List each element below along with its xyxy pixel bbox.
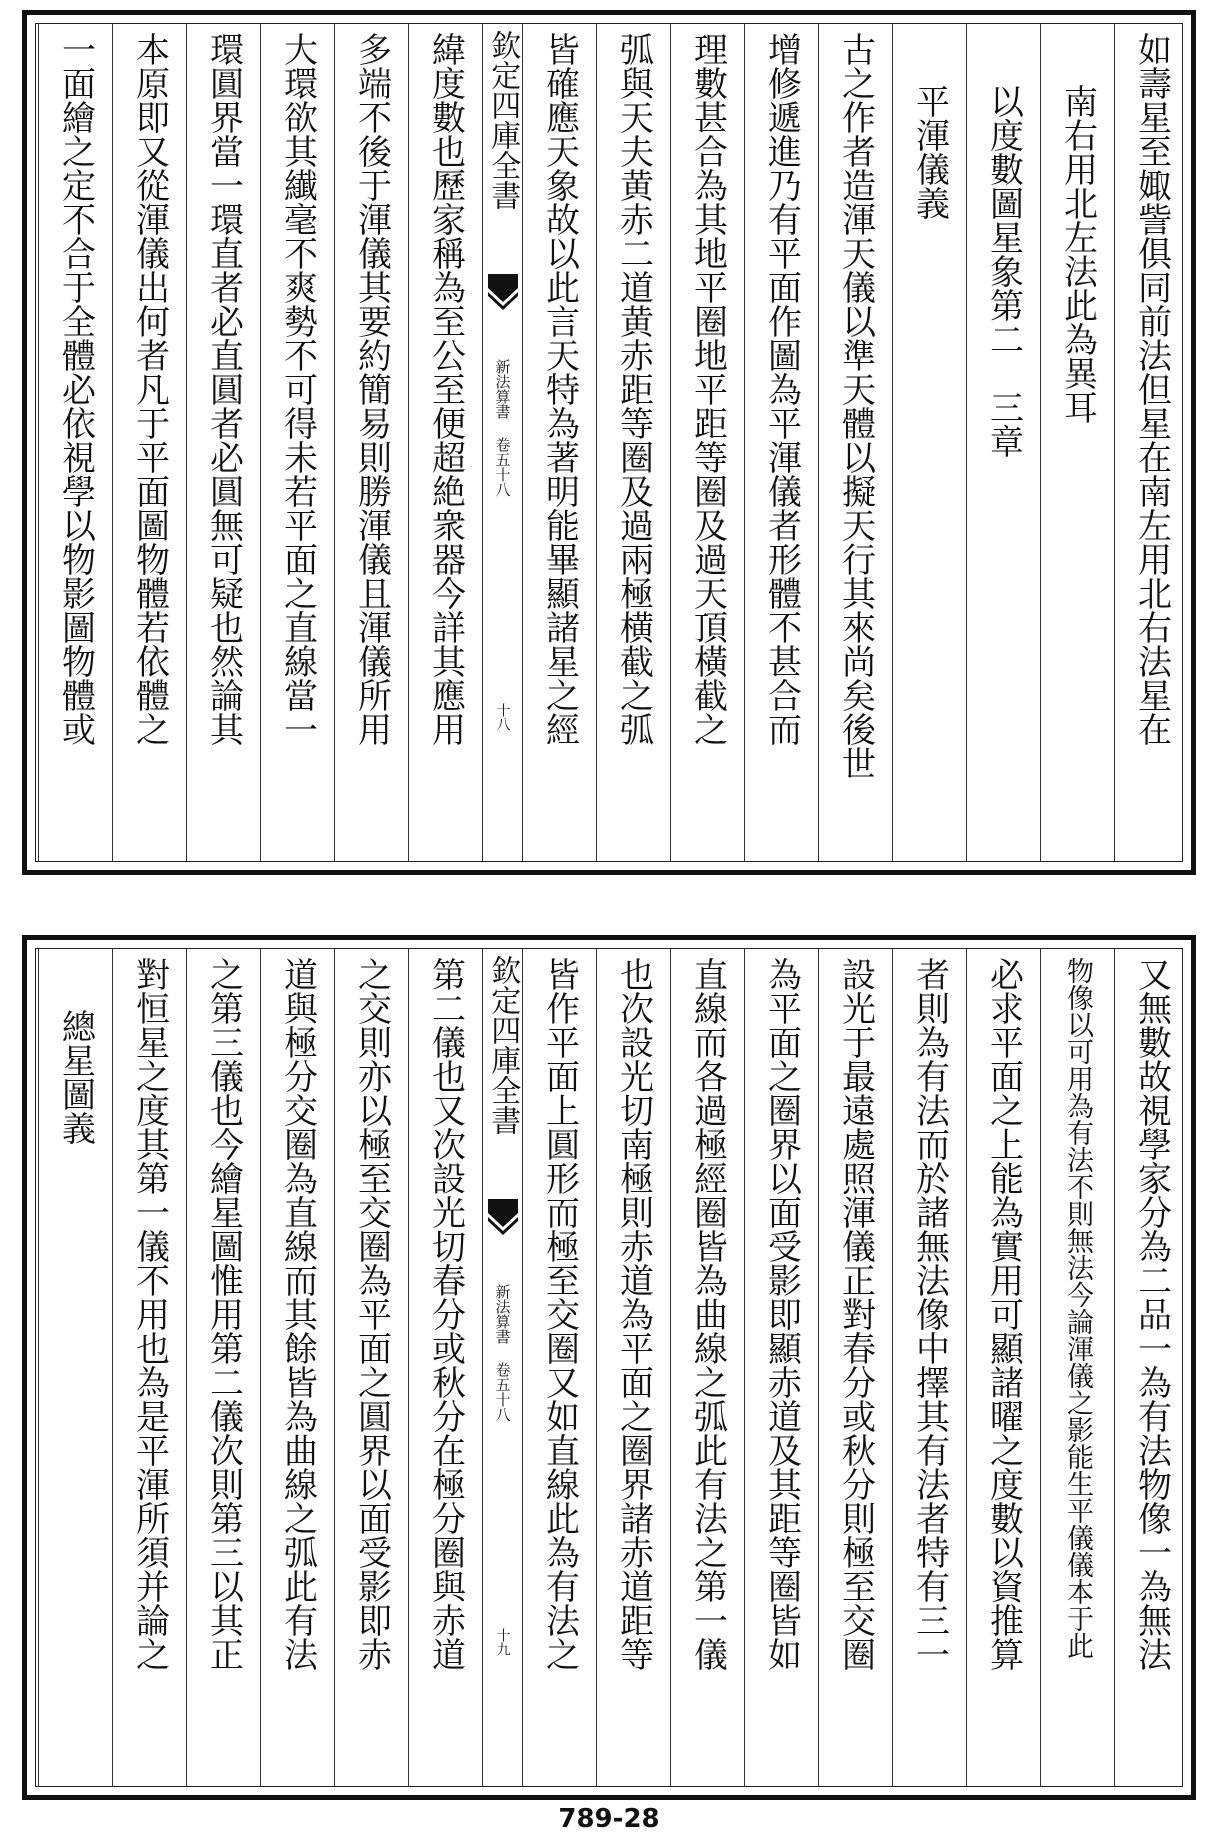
page-bottom-frame xyxy=(35,948,1183,1787)
column xyxy=(408,24,482,861)
column-text: 南右用北左法此為異耳 xyxy=(1057,84,1098,424)
book-title: 欽定四庫全書 xyxy=(485,30,521,210)
column xyxy=(892,949,966,1786)
column xyxy=(596,949,670,1786)
column-text: 理數甚合為其地平圈地平距等圈及過天頂橫截之 xyxy=(687,32,728,746)
book-name: 新法算書 xyxy=(493,1284,512,1344)
page-number: 789-28 xyxy=(558,1804,660,1834)
column-heading: 平渾儀義 xyxy=(909,84,950,220)
page-top-frame xyxy=(35,23,1183,862)
column xyxy=(186,949,260,1786)
column-text: 者則為有法而於諸無法像中擇其有法者特有三一 xyxy=(909,957,950,1671)
column-text: 又無數故視學家分為二品一為有法物像一為無法 xyxy=(1131,957,1172,1671)
column-text: 物像以可用為有法不則無法今論渾儀之影能生平儀儀本于此 xyxy=(1062,957,1093,1659)
column xyxy=(112,949,186,1786)
column xyxy=(818,24,892,861)
book-title: 欽定四庫全書 xyxy=(485,955,521,1135)
column-text: 緯度數也歷家稱為至公至便超絶衆器今詳其應用 xyxy=(425,32,466,746)
fishtail-mark-icon xyxy=(488,274,518,314)
column xyxy=(38,949,112,1786)
column xyxy=(334,24,408,861)
volume-label: 卷五十八 xyxy=(493,1362,512,1422)
column xyxy=(522,949,596,1786)
column xyxy=(186,24,260,861)
column xyxy=(1114,949,1188,1786)
column-text: 一面繪之定不合于全體必依視學以物影圖物體或 xyxy=(55,32,96,746)
column-text: 如壽星至娵訾俱同前法但星在南左用北右法星在 xyxy=(1131,32,1172,746)
column-text: 也次設光切南極則赤道為平面之圈界諸赤道距等 xyxy=(613,957,654,1671)
column-text: 環圓界當一環直者必直圓者必圓無可疑也然論其 xyxy=(203,32,244,746)
column-text: 設光于最遠處照渾儀正對春分或秋分則極至交圈 xyxy=(835,957,876,1671)
book-name: 新法算書 xyxy=(493,359,512,419)
page-top xyxy=(22,10,1196,875)
column-text: 弧與天夫黄赤二道黄赤距等圈及過兩極横截之弧 xyxy=(613,32,654,746)
column xyxy=(38,24,112,861)
column xyxy=(1040,24,1114,861)
column xyxy=(818,949,892,1786)
column-text: 必求平面之上能為實用可顯諸曜之度數以資推算 xyxy=(983,957,1024,1671)
column xyxy=(408,949,482,1786)
column xyxy=(596,24,670,861)
column xyxy=(744,949,818,1786)
column-text: 為平面之圈界以面受影即顯赤道及其距等圈皆如 xyxy=(761,957,802,1671)
column-text: 古之作者造渾天儀以準天體以擬天行其來尚矣後世 xyxy=(835,32,876,780)
column xyxy=(1040,949,1114,1786)
column xyxy=(892,24,966,861)
folio-number: 十九 xyxy=(494,1628,511,1656)
column xyxy=(966,24,1040,861)
column xyxy=(670,24,744,861)
column-text: 道與極分交圈為直線而其餘皆為曲線之弧此有法 xyxy=(277,957,318,1671)
column-text: 增修遞進乃有平面作圖為平渾儀者形體不甚合而 xyxy=(761,32,802,746)
column-text: 多端不後于渾儀其要約簡易則勝渾儀且渾儀所用 xyxy=(351,32,392,746)
volume-label: 卷五十八 xyxy=(493,437,512,497)
column xyxy=(966,949,1040,1786)
column-text: 對恒星之度其第一儀不用也為是平渾所須并論之 xyxy=(129,957,170,1671)
column xyxy=(260,24,334,861)
center-fold xyxy=(482,949,522,1786)
book-section xyxy=(494,1284,512,1422)
column xyxy=(334,949,408,1786)
column xyxy=(522,24,596,861)
column-text: 皆確應天象故以此言天特為著明能畢顯諸星之經 xyxy=(539,32,580,746)
column-text: 第二儀也又次設光切春分或秋分在極分圈與赤道 xyxy=(425,957,466,1671)
column-text: 直線而各過極經圈皆為曲線之弧此有法之第一儀 xyxy=(687,957,728,1671)
column xyxy=(260,949,334,1786)
column-heading: 總星圖義 xyxy=(55,1009,96,1145)
column-text: 皆作平面上圓形而極至交圈又如直線此為有法之 xyxy=(539,957,580,1671)
column-text: 大環欲其纎毫不爽勢不可得未若平面之直線當一 xyxy=(277,32,318,746)
column-text: 本原即又從渾儀出何者凡于平面圖物體若依體之 xyxy=(129,32,170,746)
column xyxy=(112,24,186,861)
column-text: 之交則亦以極至交圈為平面之圓界以面受影即赤 xyxy=(351,957,392,1671)
fishtail-mark-icon xyxy=(488,1199,518,1239)
column-text: 以度數圖星象第二 三章 xyxy=(983,84,1024,458)
column xyxy=(1114,24,1188,861)
folio-number: 十八 xyxy=(494,703,511,731)
column xyxy=(670,949,744,1786)
column-text: 之第三儀也今繪星圖惟用第二儀次則第三以其正 xyxy=(203,957,244,1671)
book-section xyxy=(494,359,512,497)
page-bottom xyxy=(22,935,1196,1800)
column xyxy=(744,24,818,861)
center-fold xyxy=(482,24,522,861)
